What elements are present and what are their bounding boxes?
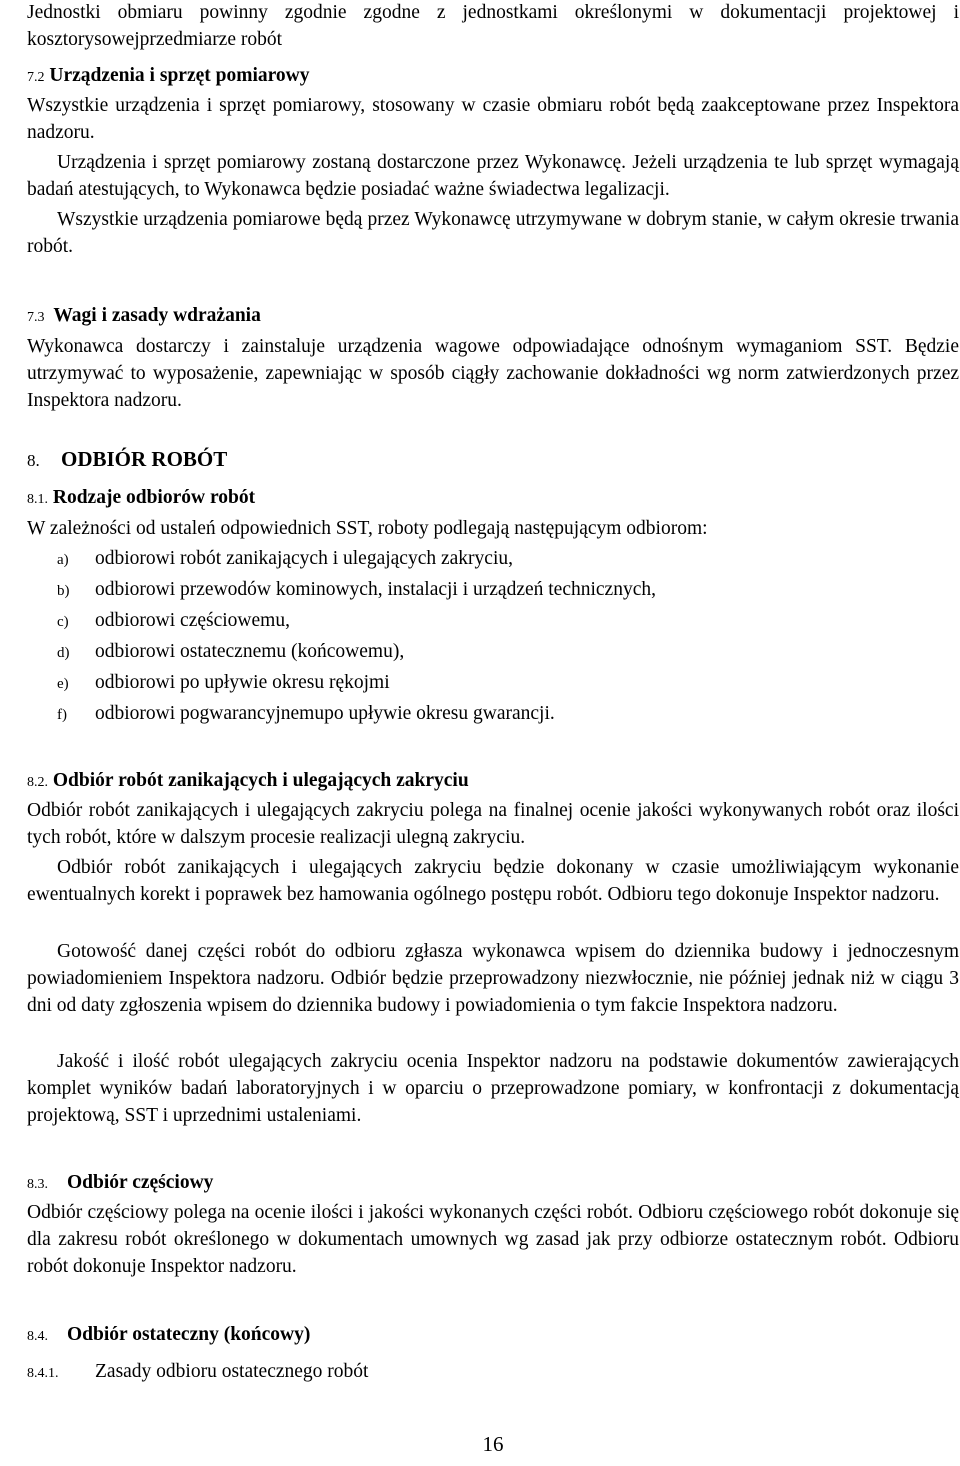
heading-number: 8.	[27, 451, 40, 470]
list-item	[57, 545, 513, 574]
heading-8-4	[27, 1321, 310, 1350]
heading-title: Urządzenia i sprzęt pomiarowy	[49, 65, 310, 86]
heading-title: ODBIÓR ROBÓT	[61, 447, 228, 471]
heading-number: 8.4.	[27, 1329, 48, 1344]
heading-number: 8.4.1.	[27, 1366, 59, 1381]
list-item	[57, 700, 555, 729]
heading-8-4-1	[27, 1358, 368, 1387]
list-item	[57, 669, 390, 698]
heading-7-3	[27, 302, 261, 331]
list-item-text: odbiorowi częściowemu,	[95, 610, 290, 631]
heading-8-2	[27, 767, 469, 796]
paragraph: Urządzenia i sprzęt pomiarowy zostaną dostarczone przez Wykonawcę. Jeżeli urządzenia te lub sprzęt wymagają badań atestujących, to Wykonawca będzie posiadać ważne świadectwa legalizacji.	[27, 152, 959, 200]
heading-number: 8.3.	[27, 1177, 48, 1192]
list-item	[57, 576, 656, 605]
list-marker: f)	[57, 707, 67, 723]
heading-8-1	[27, 484, 255, 513]
paragraph: Wszystkie urządzenia pomiarowe będą przez Wykonawcę utrzymywane w dobrym stanie, w całym okresie trwania robót.	[27, 209, 959, 257]
paragraph: Odbiór robót zanikających i ulegających zakryciu będzie dokonany w czasie umożliwiającym wykonanie ewentualnych korekt i poprawek bez hamowania ogólnego postępu robót. Odbioru tego dokonuje Inspektor nadzoru.	[27, 857, 959, 905]
heading-title: Zasady odbioru ostatecznego robót	[95, 1361, 369, 1382]
list-marker: a)	[57, 552, 69, 568]
heading-title: Wagi i zasady wdrażania	[53, 305, 261, 326]
paragraph: Wykonawca dostarczy i zainstaluje urządzenia wagowe odpowiadające odnośnym wymaganiom SST. Będzie utrzymywać to wyposażenie, zapewniając w sposób ciągły zachowanie dokładności wg norm zatwierdzonych przez Inspektora nadzoru.	[27, 336, 959, 411]
page-number: 16	[482, 1432, 504, 1456]
heading-7-2	[27, 62, 310, 91]
heading-title: Odbiór robót zanikających i ulegających zakryciu	[52, 770, 469, 791]
intro-paragraph: Jednostki obmiaru powinny zgodnie zgodne z jednostkami określonymi w dokumentacji projektowej i kosztorysowejprzedmiarze robót	[27, 2, 959, 50]
paragraph: Odbiór robót zanikających i ulegających zakryciu polega na finalnej ocenie jakości wykonywanych robót oraz ilości tych robót, które w dalszym procesie realizacji ulegną zakryciu.	[27, 800, 959, 848]
heading-title: Odbiór ostateczny (końcowy)	[67, 1324, 311, 1345]
list-item-text: odbiorowi robót zanikających i ulegających zakryciu,	[95, 548, 513, 569]
list-item	[57, 638, 404, 667]
heading-8	[27, 446, 227, 474]
list-item-text: odbiorowi ostatecznemu (końcowemu),	[95, 641, 405, 662]
paragraph: Gotowość danej części robót do odbioru zgłasza wykonawca wpisem do dziennika budowy i jednoczesnym powiadomieniem Inspektora nadzoru. Odbiór będzie przeprowadzony niezwłocznie, nie później jednak niż w ciągu 3 dni od daty zgłoszenia wpisem do dziennika budowy i powiadomienia o tym fakcie Inspektora nadzoru.	[27, 941, 959, 1016]
heading-number: 7.3	[27, 310, 45, 325]
list-item-text: odbiorowi pogwarancyjnemupo upływie okresu gwarancji.	[95, 703, 555, 724]
list-marker: b)	[57, 583, 70, 599]
list-marker: d)	[57, 645, 70, 661]
paragraph: Odbiór częściowy polega na ocenie ilości i jakości wykonanych części robót. Odbioru częściowego robót dokonuje się dla zakresu robót określonego w dokumentach umownych wg zasad jak przy odbiorze ostatecznym robót. Odbioru robót dokonuje Inspektor nadzoru.	[27, 1202, 959, 1277]
heading-title: Rodzaje odbiorów robót	[52, 487, 256, 508]
list-marker: e)	[57, 676, 69, 692]
heading-8-3	[27, 1169, 213, 1198]
list-item-text: odbiorowi po upływie okresu rękojmi	[95, 672, 390, 693]
paragraph: Jakość i ilość robót ulegających zakryciu ocenia Inspektor nadzoru na podstawie dokumentów zawierających komplet wyników badań laboratoryjnych i w oparciu o przeprowadzone pomiary, w konfrontacji z dokumentacją projektową, SST i uprzednimi ustaleniami.	[27, 1051, 959, 1126]
heading-number: 8.2.	[27, 775, 48, 790]
heading-title: Odbiór częściowy	[67, 1172, 214, 1193]
list-marker: c)	[57, 614, 69, 630]
list-item-text: odbiorowi przewodów kominowych, instalacji i urządzeń technicznych,	[95, 579, 656, 600]
paragraph: W zależności od ustaleń odpowiednich SST, roboty podlegają następującym odbiorom:	[27, 518, 708, 539]
heading-number: 7.2	[27, 70, 45, 85]
paragraph: Wszystkie urządzenia i sprzęt pomiarowy, stosowany w czasie obmiaru robót będą zaakceptowane przez Inspektora nadzoru.	[27, 95, 959, 143]
heading-number: 8.1.	[27, 492, 48, 507]
list-item	[57, 607, 290, 636]
